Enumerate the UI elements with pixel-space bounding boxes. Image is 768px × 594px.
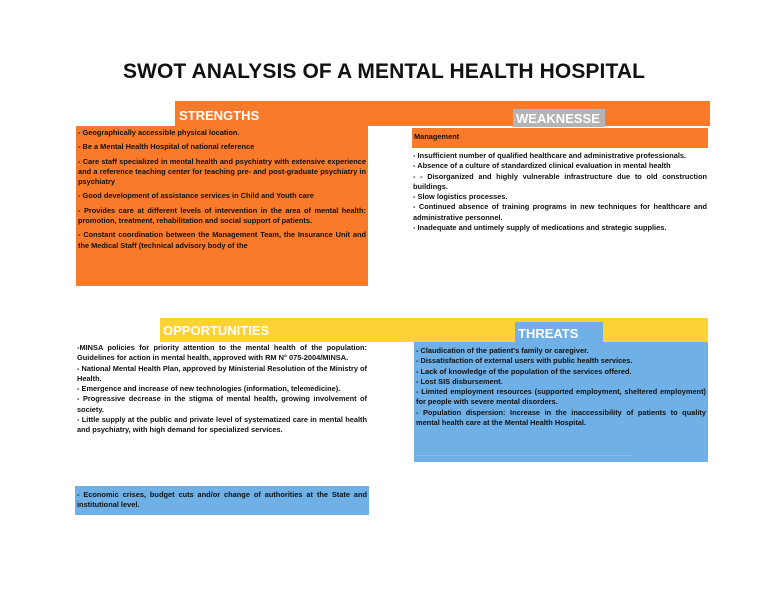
threats-heading: THREATS bbox=[518, 326, 579, 341]
opportunities-list bbox=[77, 343, 367, 436]
opportunity-item: - Progressive decrease in the stigma of mental health, growing involvement of society. bbox=[77, 394, 367, 414]
page-title: SWOT ANALYSIS OF A MENTAL HEALTH HOSPITAL bbox=[122, 60, 646, 83]
strength-item: - Geographically accessible physical location. bbox=[78, 128, 240, 137]
weakness-subheading-bar bbox=[412, 128, 708, 148]
strength-item: - Be a Mental Health Hospital of national reference bbox=[78, 142, 255, 152]
weakness-item: - Slow logistics processes. bbox=[413, 192, 508, 202]
opportunity-item: - Little supply at the public and private level of systematized care in mental health and psychiatry, with high demand for specialized services. bbox=[77, 415, 367, 435]
weakness-item: - Continued absence of training programs in new techniques for healthcare and administrative personnel. bbox=[413, 202, 707, 222]
threat-item: - Claudication of the patient's family or caregiver. bbox=[416, 346, 589, 355]
opportunities-heading: OPPORTUNITIES bbox=[163, 323, 270, 338]
threat-item: - Lack of knowledge of the population of the services offered. bbox=[416, 366, 632, 376]
threats-divider bbox=[416, 455, 631, 456]
weakness-subheading: Management bbox=[414, 132, 460, 141]
strength-item: - Provides care at different levels of intervention in the area of mental health: promotion, treatment, rehabilitation and social support of patients. bbox=[78, 205, 366, 226]
strength-item: - Constant coordination between the Management Team, the Insurance Unit and the Medical Staff (technical advisory body of the bbox=[78, 230, 366, 250]
threat-item: - Population dispersion: Increase in the inaccessibility of patients to quality mental health care at the Mental Health Hospital. bbox=[416, 407, 706, 428]
weakness-item: - Absence of a culture of standardized clinical evaluation in mental health bbox=[413, 161, 671, 171]
weakness-item: - - Disorganized and highly vulnerable infrastructure due to old construction buildings. bbox=[413, 171, 707, 191]
threats-panel bbox=[414, 342, 708, 462]
strength-item: - Care staff specialized in mental health and psychiatry with extensive experience and a reference teaching center for teaching pre- and post-graduate psychiatry in psychiatry bbox=[78, 156, 366, 187]
weaknesses-list bbox=[413, 151, 707, 233]
threat-item: - Limited employment resources (supported employment, sheltered employment) for people with severe mental disorders. bbox=[416, 387, 706, 407]
strength-item: - Good development of assistance services in Child and Youth care bbox=[78, 191, 314, 201]
strengths-panel bbox=[76, 126, 368, 286]
opportunity-highlight-box bbox=[75, 486, 369, 515]
strengths-heading: STRENGTHS bbox=[179, 108, 260, 123]
opportunity-item: -MINSA policies for priority attention to the mental health of the population: Guidelines for action in mental health, approved with RM N° 075-2004/MINSA. bbox=[77, 343, 367, 363]
opportunity-item: - Emergence and increase of new technologies (information, telemedicine). bbox=[77, 384, 341, 394]
weakness-item: - Insufficient number of qualified healthcare and administrative professionals. bbox=[413, 151, 687, 160]
weakness-heading: WEAKNESSE bbox=[516, 111, 600, 126]
opportunity-item: - National Mental Health Plan, approved by Ministerial Resolution of the Ministry of Health. bbox=[77, 363, 367, 383]
opportunity-highlight: - Economic crises, budget cuts and/or change of authorities at the State and institutional level. bbox=[77, 490, 367, 510]
threat-item: - Lost SIS disbursement. bbox=[416, 376, 503, 386]
threat-item: - Dissatisfaction of external users with public health services. bbox=[416, 356, 633, 366]
weakness-item: - Inadequate and untimely supply of medications and strategic supplies. bbox=[413, 223, 667, 233]
